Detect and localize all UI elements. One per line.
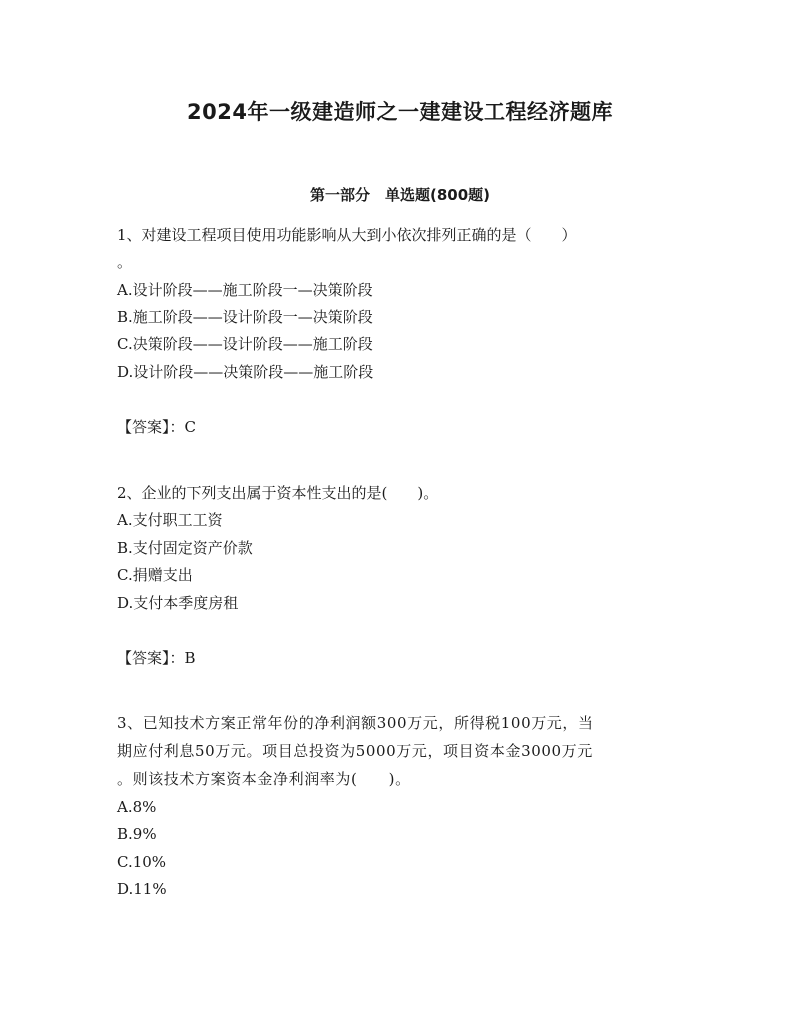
question-2-stem-line-1: 2、企业的下列支出属于资本性支出的是( )。 (117, 484, 439, 502)
question-3-option-a: A.8% (117, 798, 157, 816)
section-heading: 第一部分 单选题(800题) (309, 186, 491, 204)
question-3-option-d: D.11% (117, 880, 167, 898)
question-2-option-a: A.支付职工工资 (117, 511, 223, 529)
question-3-option-c: C.10% (117, 853, 167, 871)
question-1-answer: 【答案】：C (117, 418, 196, 436)
question-1-option-d: D.设计阶段——决策阶段——施工阶段 (117, 363, 374, 381)
question-2-option-c: C.捐赠支出 (117, 566, 193, 584)
question-3-stem-line-2: 期应付利息50万元。项目总投资为5000万元，项目资本金3000万元 (117, 742, 593, 760)
question-1-stem-line-1: 1、对建设工程项目使用功能影响从大到小依次排列正确的是（ ） (117, 226, 577, 244)
question-1-option-a: A.设计阶段——施工阶段一—决策阶段 (117, 281, 373, 299)
question-3-option-b: B.9% (117, 825, 157, 843)
question-3-stem-line-1: 3、已知技术方案正常年份的净利润额300万元，所得税100万元，当 (117, 714, 594, 732)
question-3-stem-line-3: 。则该技术方案资本金净利润率为( )。 (117, 770, 411, 788)
document-title: 2024年一级建造师之一建建设工程经济题库 (187, 100, 613, 124)
question-1-stem-line-2: 。 (117, 253, 133, 271)
question-1-option-c: C.决策阶段——设计阶段——施工阶段 (117, 335, 373, 353)
question-1-option-b: B.施工阶段——设计阶段一—决策阶段 (117, 308, 373, 326)
question-2-option-b: B.支付固定资产价款 (117, 539, 253, 557)
question-2-answer: 【答案】：B (117, 649, 196, 667)
question-2-option-d: D.支付本季度房租 (117, 594, 239, 612)
